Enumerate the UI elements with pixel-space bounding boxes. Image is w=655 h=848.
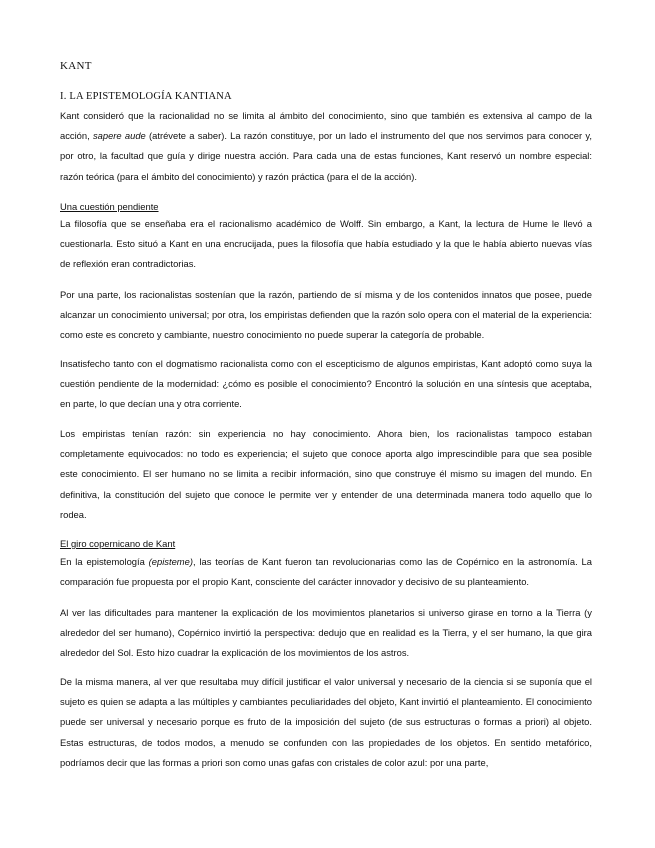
intro-italic-phrase: sapere aude xyxy=(92,130,146,142)
section-heading: I. LA EPISTEMOLOGÍA KANTIANA xyxy=(60,91,232,102)
episteme-part1: En la epistemología xyxy=(60,556,149,567)
subsection-heading-giro: El giro copernicano de Kant xyxy=(60,538,176,549)
subsection-heading-cuestion: Una cuestión pendiente xyxy=(60,201,159,212)
paragraph-text: Al ver las dificultades para mantener la explicación de los movimientos planetarios si universo girase en torno a la Tierra (y alrededor del ser humano), Copérnico invirtió la perspectiva: dedujo que en realidad es la Tierra, y el ser humano, la que gira alrededor del Sol. Esto hizo cuadrar la explicación de los movimientos de los astros. xyxy=(60,607,592,659)
paragraph-copernico xyxy=(60,603,592,664)
intro-text xyxy=(60,106,592,187)
document-title: KANT xyxy=(60,60,92,72)
paragraph-wolff xyxy=(60,214,592,275)
paragraph-empiristas xyxy=(60,424,592,525)
paragraph-text: Los empiristas tenían razón: sin experiencia no hay conocimiento. Ahora bien, los racionalistas tampoco estaban completamente equivocados: no todo es experiencia; el sujeto que conoce aporta algo imprescindible para que sea posible este conocimiento. El ser humano no se limita a recibir información, sino que construye él mismo su imagen del mundo. En definitiva, la constitución del sujeto que conoce le permite ver y entender de una determinada manera todo aquello que lo rodea. xyxy=(60,428,592,520)
paragraph-text: Por una parte, los racionalistas sostenían que la razón, partiendo de sí misma y de los contenidos innatos que posee, puede alcanzar un conocimiento universal; por otra, los empiristas defienden que la razón solo opera con el material de la experiencia: como este es concreto y cambiante, nuestro conocimiento no puede superar la categoría de probable. xyxy=(60,289,592,341)
paragraph-misma-manera xyxy=(60,672,592,773)
paragraph-text: Insatisfecho tanto con el dogmatismo racionalista como con el escepticismo de algunos empiristas, Kant adoptó como suya la cuestión pendiente de la modernidad: ¿cómo es posible el conocimiento? Encontró la solución en una síntesis que aceptaba, en parte, lo que decían una y otra corriente. xyxy=(60,358,592,410)
intro-text-part2: (atrévete a saber). La razón constituye, por un lado el instrumento del que nos servimos para conocer y, por otro, la facultad que guía y dirige nuestra acción. Para cada una de estas funciones, Kant reservó un nombre especial: razón teórica (para el ámbito del conocimiento) y razón práctica (para el de la acción). xyxy=(60,130,592,182)
paragraph-text: La filosofía que se enseñaba era el racionalismo académico de Wolff. Sin embargo, a Kant, la lectura de Hume le llevó a cuestionarla. Esto situó a Kant en una encrucijada, pues la filosofía que había estudiado y la que le había abierto nuevas vías de reflexión eran contradictorias. xyxy=(60,218,592,270)
paragraph-text xyxy=(60,552,592,592)
episteme-italic: (episteme) xyxy=(148,556,193,567)
episteme-part2: , las teorías de Kant fueron tan revolucionarias como las de Copérnico en la astronomía. La comparación fue propuesta por el propio Kant, consciente del carácter innovador y decisivo de su planteamiento. xyxy=(60,556,592,588)
intro-paragraph xyxy=(60,106,592,187)
paragraph-text: De la misma manera, al ver que resultaba muy difícil justificar el valor universal y necesario de la ciencia si se suponía que el sujeto es quien se adapta a las múltiples y cambiantes peculiaridades del objeto, Kant invirtió el planteamiento. El conocimiento puede ser universal y necesario porque es fruto de la imposición del sujeto (de sus estructuras o formas a priori) al objeto. Estas estructuras, de todos modos, a menudo se confunden con las propiedades de los objetos. En sentido metafórico, podríamos decir que las formas a priori son como unas gafas con cristales de color azul: por una parte, xyxy=(60,676,592,768)
paragraph-episteme xyxy=(60,552,592,592)
paragraph-insatisfecho xyxy=(60,354,592,415)
paragraph-racionalistas xyxy=(60,285,592,346)
intro-text-part1: Kant consideró que la racionalidad no se limita al ámbito del conocimiento, sino que también es extensiva al campo de la acción, xyxy=(60,110,592,142)
